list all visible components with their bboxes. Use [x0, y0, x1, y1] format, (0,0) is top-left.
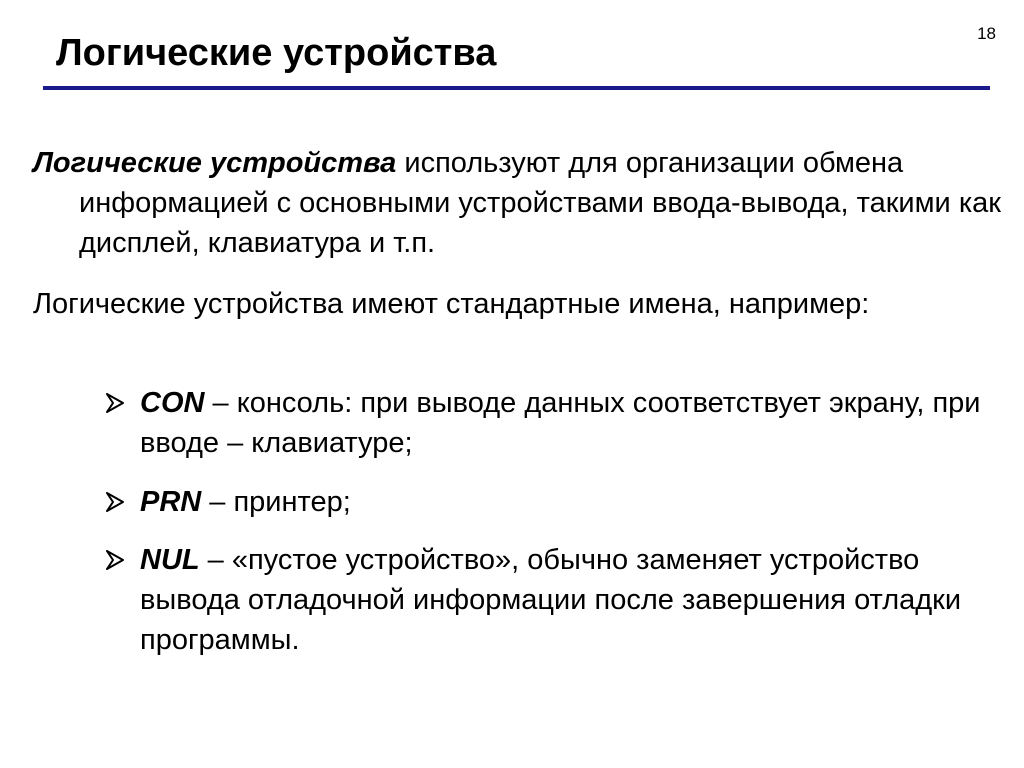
paragraph-logical-devices-usage — [33, 143, 1024, 263]
bullet-item-prn — [105, 482, 995, 522]
bullet-term: CON — [140, 387, 205, 419]
title-underline — [43, 86, 990, 90]
slide-title: Логические устройства — [56, 32, 497, 74]
paragraph-text: Логические устройства имеют стандартные имена, например: — [33, 288, 870, 320]
bullet-text — [105, 482, 995, 522]
bullet-term: PRN — [140, 486, 202, 518]
page-number: 18 — [977, 24, 996, 43]
bullet-item-con — [105, 383, 995, 463]
paragraph-standard-names — [33, 284, 1024, 324]
arrowhead-bullet-icon — [105, 482, 135, 522]
paragraph-term: Логические устройства — [33, 147, 397, 179]
bullet-item-nul — [105, 540, 995, 660]
paragraph-text: используют для организации обмена информацией с основными устройствами ввода-вывода, такими как дисплей, клавиатура и т.п. — [79, 147, 1001, 259]
arrowhead-bullet-icon — [105, 540, 135, 580]
bullet-term: NUL — [140, 544, 200, 576]
bullet-description: – принтер; — [201, 486, 351, 518]
arrowhead-bullet-icon — [105, 383, 135, 423]
bullet-text — [105, 383, 995, 463]
bullet-text — [105, 540, 995, 660]
bullet-description: – «пустое устройство», обычно заменяет устройство вывода отладочной информации после завершения отладки программы. — [140, 544, 962, 656]
bullet-description: – консоль: при выводе данных соответствует экрану, при вводе – клавиатуре; — [140, 387, 981, 459]
